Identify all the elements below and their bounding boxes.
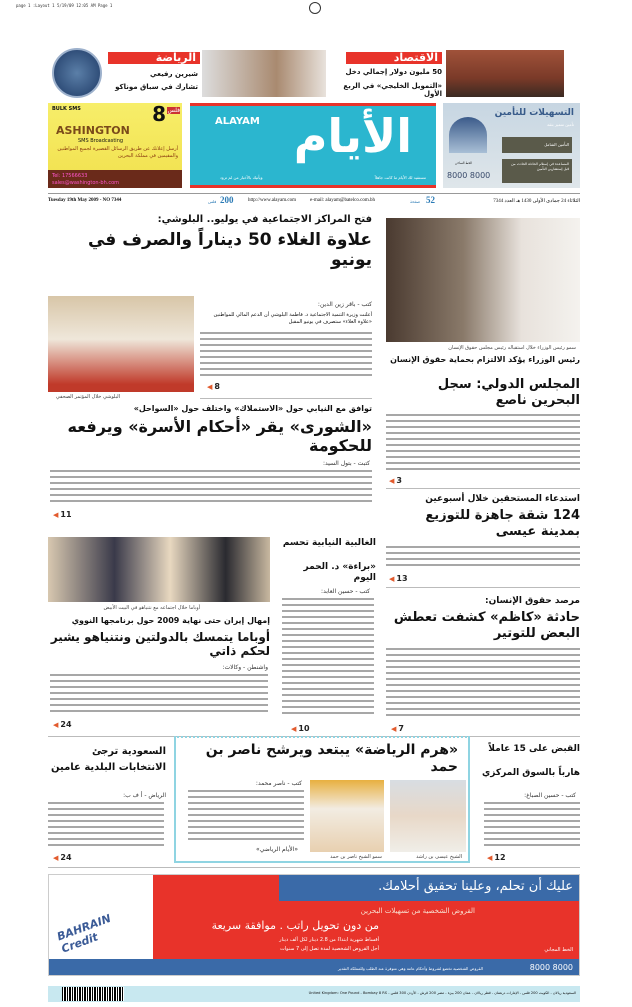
pm-page-ref[interactable]: ◀ 3 <box>389 476 402 485</box>
obama-byline: واشنطن - وكالات: <box>222 664 268 671</box>
ad-button-1: التأمين الشامل <box>502 137 572 153</box>
economy-section-label[interactable]: الاقتصاد <box>346 52 442 64</box>
barcode <box>62 987 124 1001</box>
masthead-tagline-2: ويأتيك بالأخبار من لم تزود <box>220 175 263 180</box>
page-count: 52 <box>426 195 435 205</box>
shura-body-text <box>50 470 372 506</box>
seal-logo <box>52 48 102 98</box>
lead-body-text <box>200 332 372 376</box>
housing-page-ref[interactable]: ◀ 13 <box>389 574 408 583</box>
lead-page-ref[interactable]: ◀ 8 <box>207 382 220 391</box>
ad-title: التسهيلات للتأمين <box>494 108 574 118</box>
obama-photo <box>48 537 270 602</box>
rights-page-ref[interactable]: ◀ 7 <box>391 724 404 733</box>
pm-photo <box>386 218 580 342</box>
parliament-headline-2[interactable]: «براءة» د. الحمر اليوم <box>303 562 376 583</box>
masthead[interactable] <box>190 103 436 188</box>
ad-tel: Tel: 17566633 <box>52 173 88 179</box>
parliament-body-text <box>282 598 374 718</box>
divider <box>386 587 580 588</box>
dateline-bar <box>48 196 580 208</box>
ad-price-unit: فلس <box>167 107 180 114</box>
housing-headline[interactable]: 124 شقة جاهزة للتوزيع بمدينة عيسى <box>425 508 580 539</box>
ad-offer: من دون تحويل راتب . موافقة سريعة <box>211 919 379 932</box>
lead-byline: كتب - باقر زين الدين: <box>317 301 372 308</box>
rights-kicker[interactable]: مرصد حقوق الإنسان: <box>485 596 580 606</box>
lead-photo-caption: البلوشي خلال المؤتمر الصحفي <box>55 394 120 400</box>
masthead-latin: ALAYAM <box>215 116 260 127</box>
saudi-byline: الرياض - أ ف ب: <box>123 792 166 799</box>
ad-brand: ASHINGTON <box>56 124 130 137</box>
economy-teaser-line1[interactable]: 50 مليون دولار إجمالي دخل <box>345 68 442 76</box>
ad-sub: القروض الشخصية من تسهيلات البحرين <box>360 907 475 915</box>
saudi-headline-2[interactable]: الانتخابات البلدية عامين <box>51 762 166 773</box>
shura-page-ref[interactable]: ◀ 11 <box>53 510 72 519</box>
lead-kicker[interactable]: فتح المراكز الاجتماعية في يوليو.. البلوشي: <box>157 214 372 225</box>
shura-headline[interactable]: «الشورى» يقر «أحكام الأسرة» ويرفعه للحكومة <box>67 417 372 456</box>
housing-kicker[interactable]: استدعاء المستحقين خلال أسبوعين <box>425 494 580 504</box>
obama-page-ref[interactable]: ◀ 24 <box>53 720 72 729</box>
shura-kicker[interactable]: توافق مع النيابي حول «الاستملاك» واختلف حول «السواحل» <box>133 404 372 413</box>
sports-teaser-photo <box>202 50 326 97</box>
divider <box>386 488 580 489</box>
international-prices: السعودية ريالان - الكويت 200 فلس - الإمارات درهمان - قطر ريالان - عمان 200 بيزة - مصر 200 قرش - الأردن 300 فلس - United Kingdom: One Pound - Bombay 8 RS <box>308 991 576 995</box>
masthead-arabic: الأيام <box>293 109 412 163</box>
rights-body-text <box>386 648 580 718</box>
date-arabic: الثلاثاء 24 جمادى الأولى 1430 هـ العدد 7344 <box>493 199 580 204</box>
arrest-headline-1[interactable]: القبض على 15 عاملاً <box>488 744 580 754</box>
pm-body-text <box>386 414 580 472</box>
ad-logo: BAHRAIN Credit <box>55 911 113 956</box>
ad-headline: عليك أن تحلم، وعلينا تحقيق أحلامك. <box>378 879 573 894</box>
page-count-unit: صفحة <box>410 199 421 204</box>
sport-signoff: «الأيام الرياضي» <box>256 846 298 853</box>
print-slug: page 1 :Layout 1 5/19/09 12:05 AM Page 1 <box>16 3 113 8</box>
obama-kicker[interactable]: إمهال إيران حتى نهاية 2009 حول برنامجها النووي <box>71 616 270 625</box>
saudi-headline-1[interactable]: السعودية ترجئ <box>91 746 166 757</box>
ad-bulk-sms: BULK SMS <box>52 106 81 112</box>
ad-price: 8 <box>152 102 166 126</box>
sport-body-text <box>188 790 304 840</box>
divider <box>200 398 372 399</box>
divider <box>48 867 580 868</box>
parliament-headline-1[interactable]: الغالبية النيابية تحسم <box>282 538 376 548</box>
arrest-body-text <box>484 802 580 850</box>
insurance-ad[interactable] <box>443 103 580 188</box>
ad-hotline-label: الخط الساخن <box>455 161 472 165</box>
arrest-byline: كتب - حسين الصباغ: <box>524 792 576 799</box>
masthead-tagline-1: مستفيد لك الأيام ما كانت جاهلاً <box>374 175 426 180</box>
ad-phone: 8000 8000 <box>529 963 573 972</box>
ad-sub: SMS Broadcasting <box>78 138 124 144</box>
price: 200 <box>220 195 234 205</box>
pm-headline[interactable]: المجلس الدولي: سجل البحرين ناصع <box>437 377 580 408</box>
footer-strip <box>48 986 580 1002</box>
lead-headline[interactable]: علاوة الغلاء 50 ديناراً والصرف في يونيو <box>87 230 372 271</box>
lead-photo <box>48 296 194 392</box>
arrest-headline-2[interactable]: هارباً بالسوق المركزي <box>482 768 580 778</box>
obama-headline[interactable]: أوباما يتمسك بالدولتين ونتنياهو يشير لحكم ذاتي <box>50 630 270 659</box>
washington-sms-ad[interactable] <box>48 103 182 188</box>
pm-photo-caption: سمو رئيس الوزراء خلال استقباله رئيس مجلس حقوق الإنسان <box>448 345 576 351</box>
economy-teaser-line2[interactable]: «التمويل الخليجي» في الربع الأول <box>343 82 442 99</box>
economy-teaser-photo <box>446 50 564 97</box>
sports-teaser-line1[interactable]: شيرين رفيعي <box>150 70 198 78</box>
price-unit: فلس <box>208 199 217 204</box>
ad-body: أرسل إعلانك عن طريق الرسائل القصيرة لجميع المواطنين والمقيمين في مملكة البحرين <box>57 146 178 159</box>
email-link[interactable]: e-mail: alayam@batelco.com.bh <box>310 198 375 203</box>
nasser-photo <box>310 780 384 852</box>
lead-body: أعلنت وزيرة التنمية الاجتماعية د. فاطمة البلوشي أن الدعم المالي للمواطنين «علاوة الغلاء» ستصرف في يونيو المقبل <box>213 312 372 325</box>
date-english: Tuesday 19th May 2009 - NO 7344 <box>48 198 122 203</box>
parliament-page-ref[interactable]: ◀ 10 <box>291 724 310 733</box>
arrest-page-ref[interactable]: ◀ 12 <box>487 853 506 862</box>
ad-line-1: أقساط شهرية ابتداءً من 2.8 دينار لكل ألف دينار <box>279 937 379 943</box>
sports-section-label[interactable]: الرياضة <box>108 52 200 64</box>
shura-byline: كتبت - بتول السيد: <box>322 460 370 467</box>
website-link[interactable]: http://www.alayam.com <box>248 198 296 203</box>
obama-photo-caption: أوباما خلال اجتماعه مع نتنياهو في البيت الأبيض <box>103 605 200 611</box>
sport-byline: كتب - ناصر محمد: <box>255 780 302 787</box>
registration-mark-icon <box>309 2 321 14</box>
ad-email: sales@washington-bh.com <box>52 180 120 186</box>
parliament-byline: كتب - حسين العابد: <box>321 588 370 595</box>
sport-story-box[interactable] <box>174 736 470 863</box>
bahrain-credit-ad[interactable] <box>48 874 580 976</box>
ad-subtitle: تأمين متميز بثقة <box>547 122 574 127</box>
obama-body-text <box>50 674 268 716</box>
ad-hotline: 8000 8000 <box>447 171 491 180</box>
ad-button-2: المساعدة في إستلام الحادثة الحادث من قبل إستشاريي التأمين <box>502 159 572 183</box>
isa-caption: الشيخ عيسى بن راشد <box>416 854 462 860</box>
pm-kicker[interactable]: رئيس الوزراء يؤكد الالتزام بحماية حقوق الإنسان <box>390 355 580 364</box>
nasser-caption: سمو الشيخ ناصر بن حمد <box>330 854 382 860</box>
sport-headline[interactable]: «هرم الرياضة» يبتعد ويرشح ناصر بن حمد <box>205 742 458 775</box>
ad-footer: القروض الشخصية تخضع لشروط وأحكام عامة وهي متوفرة عند الطلب وللمملكة التقدير <box>337 966 483 971</box>
divider <box>48 193 580 194</box>
saudi-page-ref[interactable]: ◀ 24 <box>53 853 72 862</box>
ad-line-2: أجل القروض الشخصية لمدة تصل إلى 7 سنوات <box>280 946 379 952</box>
ad-branch: الخط المجاني <box>544 947 573 953</box>
rights-headline[interactable]: حادثة «كاظم» كشفت تعطش البعض للتوتير <box>393 610 580 641</box>
housing-body-text <box>386 546 580 570</box>
parachute-car-image <box>449 117 487 153</box>
saudi-body-text <box>48 802 164 850</box>
isa-photo <box>390 780 466 852</box>
sports-teaser-line2[interactable]: تشارك في سباق موناكو <box>115 83 198 91</box>
